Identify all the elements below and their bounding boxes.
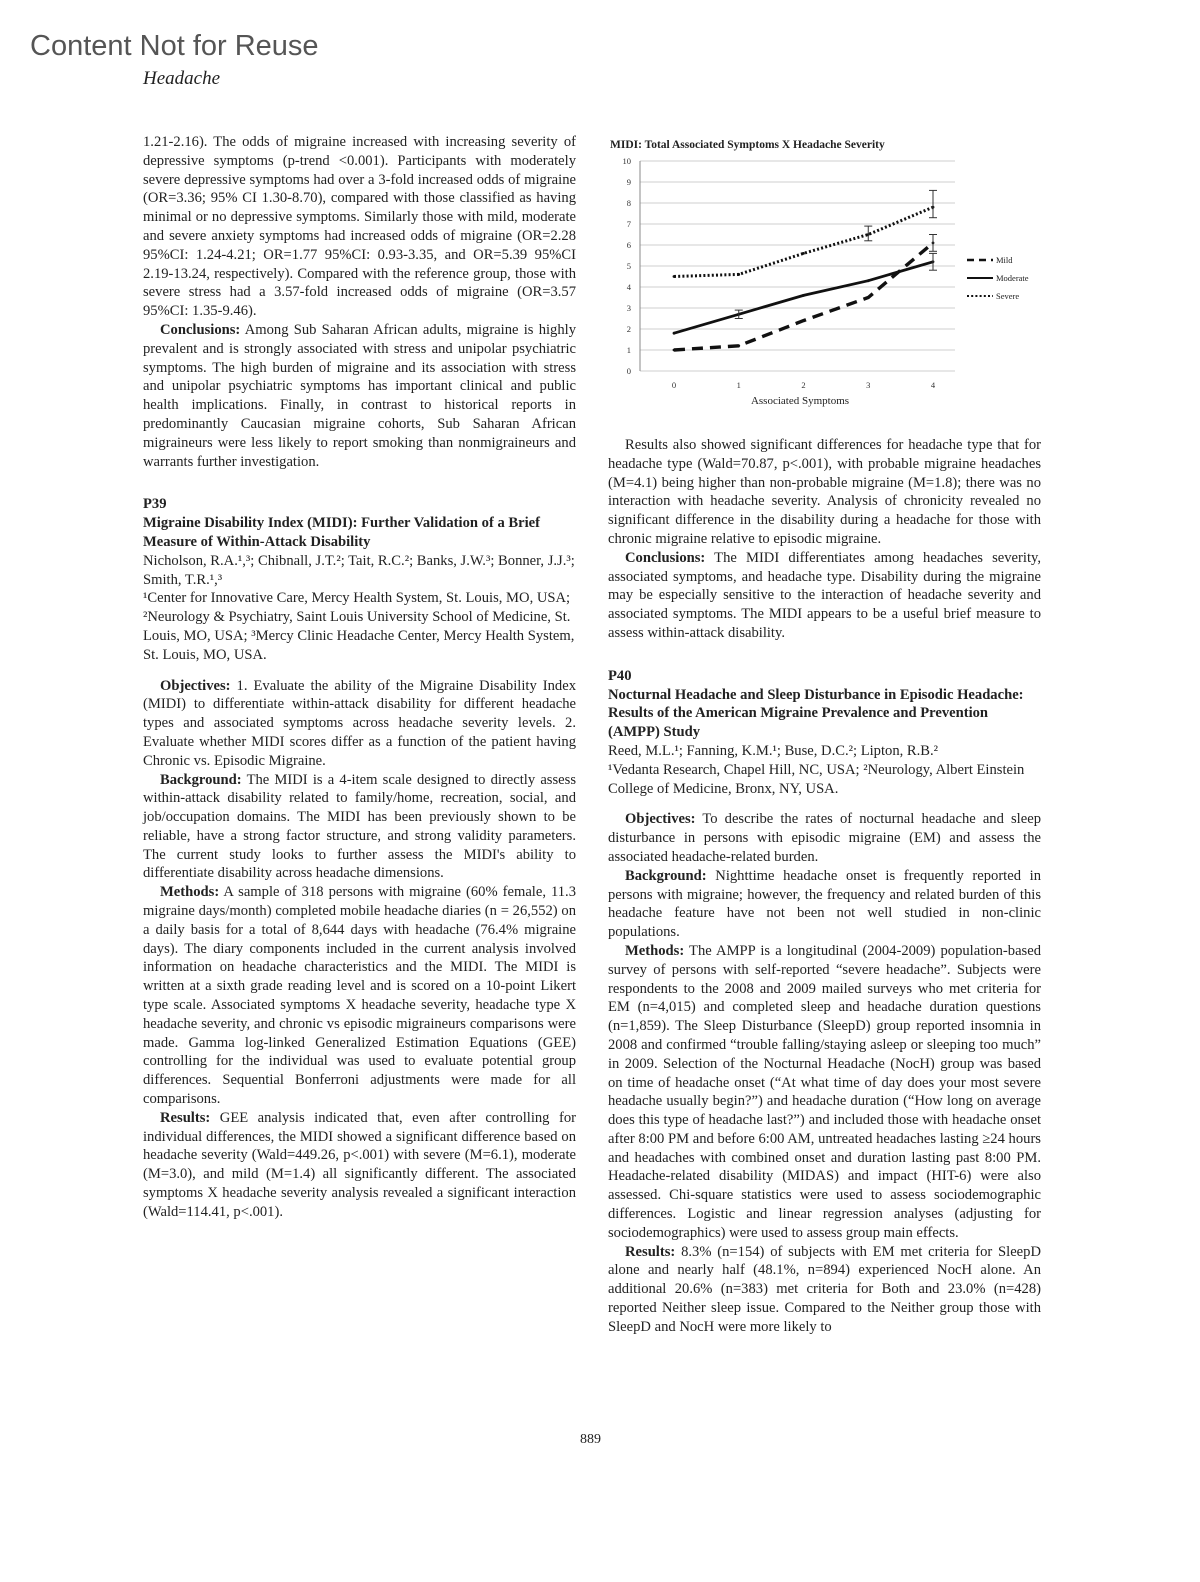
affiliations-p39: ¹Center for Innovative Care, Mercy Health System, St. Louis, MO, USA; ²Neurology & Psychiatry, Saint Louis University School of Medicine, St. Louis, MO, USA; ³Mercy Clinic Headache Center, Mercy Health System, St. Louis, MO, USA.: [143, 590, 575, 663]
objectives-p40: Objectives: To describe the rates of nocturnal headache and sleep disturbance in persons with episodic migraine (EM) and assess the associated headache-related burden.: [608, 811, 1041, 865]
abstract-title-p40: Nocturnal Headache and Sleep Disturbance in Episodic Headache: Results of the American Migraine Prevalence and Prevention (AMPP) Study: [608, 686, 1024, 741]
y-tick-label-3: 3: [626, 303, 631, 313]
y-tick-label-2: 2: [626, 324, 631, 334]
point-mild-0: [673, 349, 676, 352]
error-bar-mild-4: [929, 235, 937, 252]
y-tick-label-4: 4: [626, 282, 631, 292]
results-p39-continued: Results also showed significant differences for headache type that for headache type (Wald=70.87, p<.001), with probable migraine headaches (M=4.1) being higher than non-probable migraine (M=1.8); there was no interaction with headache severity. Analysis of chronicity revealed no significant difference in the disability during a headache for those with chronic migraine relative to episodic migraine.: [608, 437, 1041, 547]
legend-label-mild: Mild: [996, 255, 1013, 265]
x-tick-label-0: 0: [671, 380, 677, 390]
affiliations-p40: ¹Vedanta Research, Chapel Hill, NC, USA; ²Neurology, Albert Einstein College of Medicine, Bronx, NY, USA.: [608, 761, 1025, 797]
series-line-moderate: [674, 262, 933, 333]
y-tick-label-1: 1: [626, 345, 631, 355]
x-tick-label-3: 3: [866, 380, 871, 390]
y-tick-label-9: 9: [626, 177, 631, 187]
objectives-p39: Objectives: 1. Evaluate the ability of the Migraine Disability Index (MIDI) to differentiate within-attack disability for different headache types and associated symptoms across headache severity levels. 2. Evaluate whether MIDI scores differ as a function of the patient having Chronic vs. Episodic Migraine.: [143, 677, 576, 769]
methods-p40: Methods: The AMPP is a longitudinal (2004-2009) population-based survey of persons with self-reported “severe headache”. Subjects were respondents to the 2008 and 2009 mailed surveys who met criteria for EM (n=4,015) and completed sleep and headache duration questions (n=1,859). The Sleep Disturbance (SleepD) group reported insomnia in 2008 and confirmed “trouble falling/staying asleep or sleeping too much” in 2009. Selection of the Nocturnal Headache (NocH) group was based on time of headache onset (“At what time of day does your most severe headache usually begin?”) and headache duration (“How long on average does this type of headache last?”) and included those with headache onset after 8:00 PM and before 6:00 AM, untreated headaches lasting ≥24 hours and headaches with combined onset and duration lasting past 8:00 PM. Headache-related disability (MIDAS) and impact (HIT-6) were also assessed. Chi-square statistics were used to assess sociodemographic differences. Logistic and linear regression analyses (adjusting for sociodemographics) were used to assess group main effects.: [608, 942, 1041, 1241]
legend-label-severe: Severe: [996, 291, 1020, 301]
point-moderate-0: [673, 332, 676, 335]
x-tick-label-4: 4: [930, 380, 936, 390]
legend-label-moderate: Moderate: [996, 273, 1029, 283]
authors-p39: Nicholson, R.A.¹,³; Chibnall, J.T.²; Tait, R.C.²; Banks, J.W.³; Bonner, J.J.³; Smith, T.R.¹,³: [143, 552, 575, 588]
prev-abstract-results: 1.21-2.16). The odds of migraine increased with increasing severity of depressive symptoms (p-trend <0.001). Participants with moderately severe depressive symptoms had over a 3-fold increased odds of migraine (OR=3.36; 95% CI 1.30-8.70), compared with those classified as having minimal or no depressive symptoms. Similarly those with mild, moderate and severe anxiety symptoms had increased odds of migraine (OR=2.28 95%CI: 1.24-4.21; OR=1.77 95%CI: 0.93-3.35, and OR=5.39 95%CI 2.19-13.24, respectively). Compared with the reference group, those with severe stress had a 3.57-fold increased odds of migraine (OR=3.57 95%CI: 1.35-9.46).: [143, 134, 576, 320]
page-number: 889: [580, 1432, 601, 1447]
x-tick-label-1: 1: [736, 380, 741, 390]
conclusions-p39: Conclusions: The MIDI differentiates among headaches severity, associated symptoms, and headache type. Disability during the migraine may be especially sensitive to the interaction of headache severity and associated symptoms. The MIDI appears to be a useful brief measure to assess within-attack disability.: [608, 549, 1041, 641]
journal-title: Headache: [143, 68, 221, 89]
midi-chart-svg: [605, 133, 1045, 423]
methods-p39: Methods: A sample of 318 persons with migraine (60% female, 11.3 migraine days/month) completed mobile headache diaries (n = 26,552) on a daily basis for a total of 8,644 days with headache (76.4% migraine days). The diary components included in the current analysis involved information on headache characteristics and the MIDI. The MIDI is written at a sixth grade reading level and is scored on a 10-point Likert type scale. Associated symptoms X headache severity, headache type X headache severity, and chronic vs episodic migraineurs comparisons were made. Gamma log-linked Generalized Estimation Equations (GEE) controlling for the individual was used to evaluate potential group differences. Sequential Bonferroni adjustments were made for all comparisons.: [143, 884, 576, 1108]
y-tick-label-5: 5: [626, 261, 631, 271]
y-tick-label-7: 7: [626, 219, 631, 229]
left-column: [143, 133, 576, 1222]
results-p39: Results: GEE analysis indicated that, even after controlling for individual differences, the MIDI showed a significant difference based on headache severity (Wald=449.26, p<.001) with severe (M=6.1), moderate (M=3.0), and mild (M=1.4) all significantly different. The associated symptoms X headache severity analysis revealed a significant interaction (Wald=114.41, p<.001).: [143, 1109, 576, 1220]
point-moderate-2: [802, 294, 805, 297]
point-severe-2: [802, 252, 805, 255]
y-tick-label-0: 0: [626, 366, 631, 376]
point-mild-3: [867, 296, 870, 299]
error-bar-severe-4: [929, 190, 937, 217]
abstract-id-p39: P39: [143, 496, 167, 513]
chart-title: MIDI: Total Associated Symptoms X Headache Severity: [610, 139, 885, 151]
point-mild-2: [802, 319, 805, 322]
y-tick-label-6: 6: [626, 240, 631, 250]
watermark: Content Not for Reuse: [30, 30, 319, 62]
point-mild-1: [737, 344, 740, 347]
background-p39: Background: The MIDI is a 4-item scale designed to directly assess within-attack disability related to family/home, recreation, social, and job/occupation domains. The MIDI has been previously shown to be reliable, have a strong factor structure, and strong validity parameters. The current study looks to further assess the MIDI's ability to differentiate disability across headache dimensions.: [143, 771, 576, 882]
midi-chart: [605, 133, 1045, 423]
authors-p40: Reed, M.L.¹; Fanning, K.M.¹; Buse, D.C.²; Lipton, R.B.²: [608, 742, 939, 759]
background-p40: Background: Nighttime headache onset is frequently reported in persons with migraine; however, the frequency and related burden of this headache feature have not been not well studied in non-clinic populations.: [608, 867, 1041, 941]
right-column: [608, 436, 1041, 1337]
x-axis-label: Associated Symptoms: [750, 395, 850, 407]
prev-abstract-conclusions: Conclusions: Among Sub Saharan African adults, migraine is highly prevalent and is strongly associated with stress and unipolar psychiatric symptoms. The high burden of migraine and its association with stress and unipolar psychiatric symptoms has important clinical and public health implications. Finally, in contrast to historical reports in predominantly Caucasian migraine cohorts, Sub Saharan African migraineurs were less likely to report smoking than nonmigraineurs and warrants further investigation.: [143, 321, 576, 470]
results-p40: Results: 8.3% (n=154) of subjects with EM met criteria for SleepD alone and nearly half (48.1%, n=894) experienced NocH alone. An additional 20.6% (n=383) met criteria for Both and 23.0% (n=428) reported Neither sleep issue. Compared to the Neither group those with SleepD and NocH were more likely to: [608, 1243, 1041, 1335]
y-tick-label-10: 10: [622, 156, 631, 166]
point-moderate-3: [867, 279, 870, 282]
x-tick-label-2: 2: [801, 380, 806, 390]
y-tick-label-8: 8: [626, 198, 631, 208]
point-severe-1: [737, 273, 740, 276]
point-severe-0: [673, 275, 676, 278]
abstract-title-p39: Migraine Disability Index (MIDI): Further Validation of a Brief Measure of Within-Attack Disability: [143, 515, 540, 550]
abstract-id-p40: P40: [608, 667, 632, 684]
